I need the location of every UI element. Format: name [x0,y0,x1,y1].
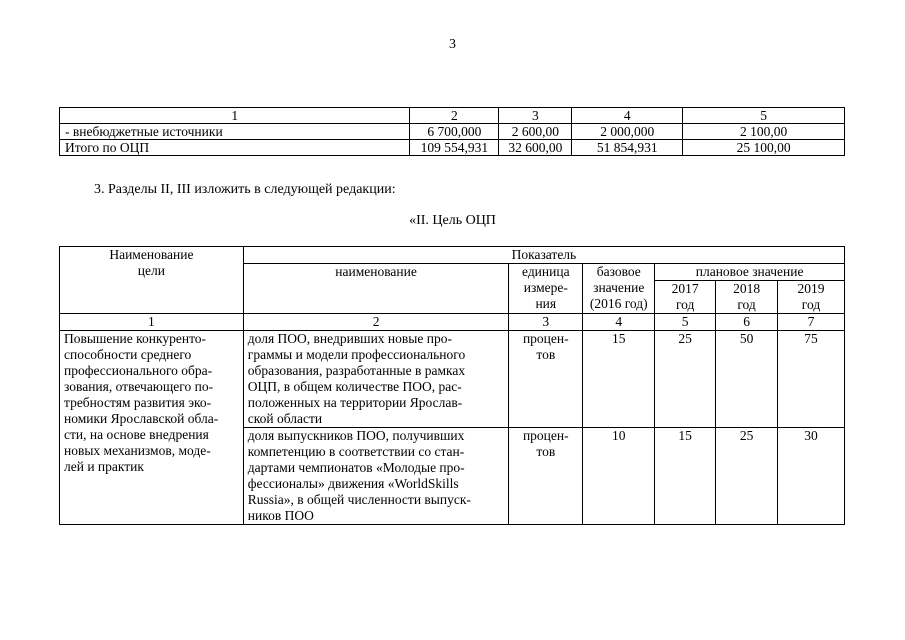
table-cell: 6 700,000 [410,124,499,140]
table-cell: 2 100,00 [683,124,845,140]
name-header: наименование [243,264,509,314]
indicator-name: доля выпускников ПОО, получивших компетенцию в соответствии со стан- дартами чемпионатов «Молодые про- фессионалы» движения «WorldSkills Russia», в общей численности выпуск- ников ПОО [243,428,509,525]
indicator-2018: 50 [716,331,778,428]
unit-header: единица измере- ния [509,264,583,314]
indicator-2019: 30 [778,428,845,525]
table-cell: 1 [60,314,244,331]
year-header: 2019 год [778,281,845,314]
planned-value-header: плановое значение [655,264,845,281]
table-cell: 25 100,00 [683,140,845,156]
table-cell: 51 854,931 [572,140,683,156]
indicator-name: доля ПОО, внедривших новые про- граммы и модели профессионального образования, разработанные в рамках ОЦП, в общем количестве ПОО, рас- положенных на территории Ярослав- ской области [243,331,509,428]
indicator-unit: процен- тов [509,331,583,428]
table-row [60,124,845,140]
indicator-2018: 25 [716,428,778,525]
table-row [60,331,845,428]
table-cell: 3 [509,314,583,331]
funding-table [59,107,845,156]
goal-table [59,246,845,525]
table-cell: 32 600,00 [499,140,572,156]
table-cell: 2 600,00 [499,124,572,140]
indicator-base: 10 [583,428,655,525]
indicator-2017: 15 [655,428,716,525]
header-row [60,247,845,264]
table-cell: Итого по ОЦП [60,140,410,156]
table-cell: 6 [716,314,778,331]
table-cell: 2 [243,314,509,331]
indicator-2017: 25 [655,331,716,428]
indicator-unit: процен- тов [509,428,583,525]
amendment-paragraph: 3. Разделы II, III изложить в следующей редакции: [94,182,396,197]
goal-text: Повышение конкуренто- способности среднего профессионального обра- зования, отвечающего по- требностям развития эко- номики Ярославской обла- сти, на основе внедрения новых механизмов, моде- лей и практик [60,331,244,525]
table-cell: 3 [499,108,572,124]
section-title: «II. Цель ОЦП [409,213,496,228]
year-header: 2018 год [716,281,778,314]
table-cell: 1 [60,108,410,124]
table-header-row [60,108,845,124]
table-cell: 2 000,000 [572,124,683,140]
table-cell: - внебюджетные источники [60,124,410,140]
table-cell: 109 554,931 [410,140,499,156]
table-cell: 2 [410,108,499,124]
table-cell: 4 [572,108,683,124]
table-cell: 4 [583,314,655,331]
goal-name-header: Наименование цели [60,247,244,314]
page-number: 3 [449,37,456,52]
indicator-2019: 75 [778,331,845,428]
indicator-header: Показатель [243,247,844,264]
column-number-row [60,314,845,331]
indicator-base: 15 [583,331,655,428]
table-cell: 5 [683,108,845,124]
year-header: 2017 год [655,281,716,314]
table-cell: 5 [655,314,716,331]
base-value-header: базовое значение (2016 год) [583,264,655,314]
table-row [60,140,845,156]
table-cell: 7 [778,314,845,331]
